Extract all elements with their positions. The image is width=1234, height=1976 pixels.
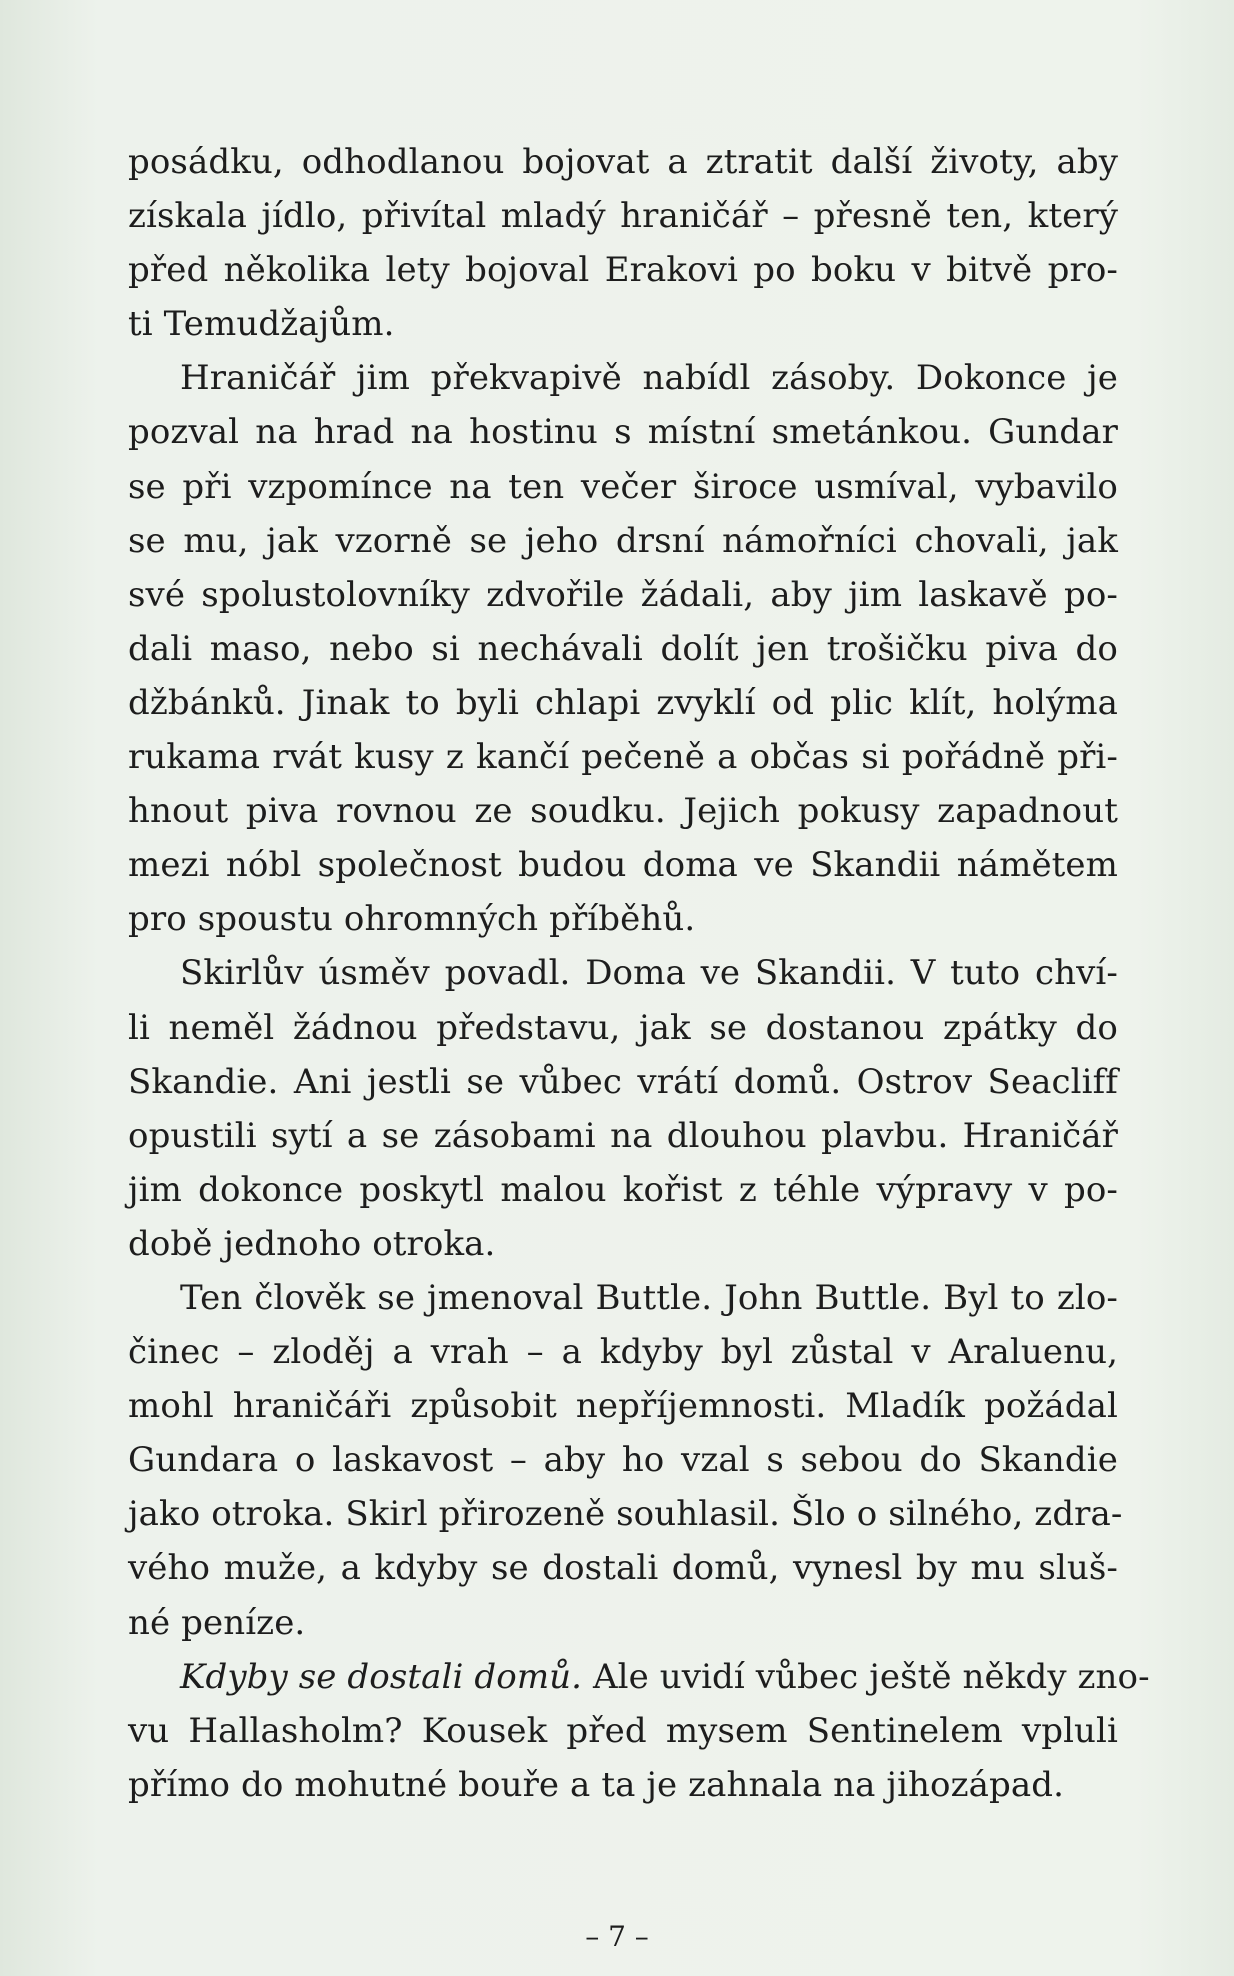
text-line: hnout piva rovnou ze soudku. Jejich pokusy zapadnout <box>128 791 1118 832</box>
text-line: jako otroka. Skirl přirozeně souhlasil. Šlo o silného, zdra- <box>128 1494 1123 1535</box>
text-line: ti Temudžajům. <box>128 304 395 345</box>
text-line <box>128 1650 1150 1704</box>
text-line: činec – zloděj a vrah – a kdyby byl zůstal v Araluenu, <box>128 1332 1118 1373</box>
text-line: li neměl žádnou představu, jak se dostanou zpátky do <box>128 1007 1118 1048</box>
text-fragment: Ale uvidí vůbec ještě někdy zno- <box>582 1656 1150 1697</box>
text-line: opustili sytí a se zásobami na dlouhou plavbu. Hraničář <box>128 1115 1118 1156</box>
italic-phrase: Kdyby se dostali domů. <box>180 1656 583 1697</box>
text-line: Gundara o laskavost – aby ho vzal s sebou do Skandie <box>128 1440 1118 1481</box>
text-line: přímo do mohutné bouře a ta je zahnala na jihozápad. <box>128 1764 1064 1805</box>
text-line: mohl hraničáři způsobit nepříjemnosti. Mladík požádal <box>128 1386 1118 1427</box>
body-text <box>128 135 1150 1812</box>
text-line: džbánků. Jinak to byli chlapi zvyklí od plic klít, holýma <box>128 682 1118 723</box>
text-line: Ten člověk se jmenoval Buttle. John Buttle. Byl to zlo- <box>180 1277 1118 1318</box>
text-line: Skirlův úsměv povadl. Doma ve Skandii. V tuto chví- <box>180 953 1118 994</box>
page-number: – 7 – <box>585 1920 649 1953</box>
text-line: posádku, odhodlanou bojovat a ztratit další životy, aby <box>128 142 1118 182</box>
text-line: vého muže, a kdyby se dostali domů, vynesl by mu sluš- <box>128 1548 1118 1589</box>
text-line: Skandie. Ani jestli se vůbec vrátí domů. Ostrov Seacliff <box>128 1061 1118 1102</box>
text-line: pozval na hrad na hostinu s místní smetánkou. Gundar <box>128 412 1118 453</box>
text-line: né peníze. <box>128 1602 306 1643</box>
text-line: mezi nóbl společnost budou doma ve Skandii námětem <box>128 845 1118 886</box>
text-line: dali maso, nebo si nechávali dolít jen trošičku piva do <box>128 628 1118 669</box>
text-line: rukama rvát kusy z kančí pečeně a občas si pořádně při- <box>128 737 1118 778</box>
text-line: době jednoho otroka. <box>128 1223 496 1264</box>
text-line: se při vzpomínce na ten večer široce usmíval, vybavilo <box>128 466 1118 507</box>
text-line: Hraničář jim překvapivě nabídl zásoby. Dokonce je <box>180 358 1118 399</box>
text-line: vu Hallasholm? Kousek před mysem Sentinelem vpluli <box>128 1710 1118 1751</box>
text-line: jim dokonce poskytl malou kořist z téhle výpravy v po- <box>128 1169 1118 1210</box>
text-line: získala jídlo, přivítal mladý hraničář – přesně ten, který <box>128 196 1118 237</box>
text-line: své spolustolovníky zdvořile žádali, aby jim laskavě po- <box>128 574 1118 615</box>
text-line: před několika lety bojoval Erakovi po boku v bitvě pro- <box>128 250 1118 291</box>
text-line: pro spoustu ohromných příběhů. <box>128 899 696 940</box>
text-line: se mu, jak vzorně se jeho drsní námořníci chovali, jak <box>128 520 1118 561</box>
